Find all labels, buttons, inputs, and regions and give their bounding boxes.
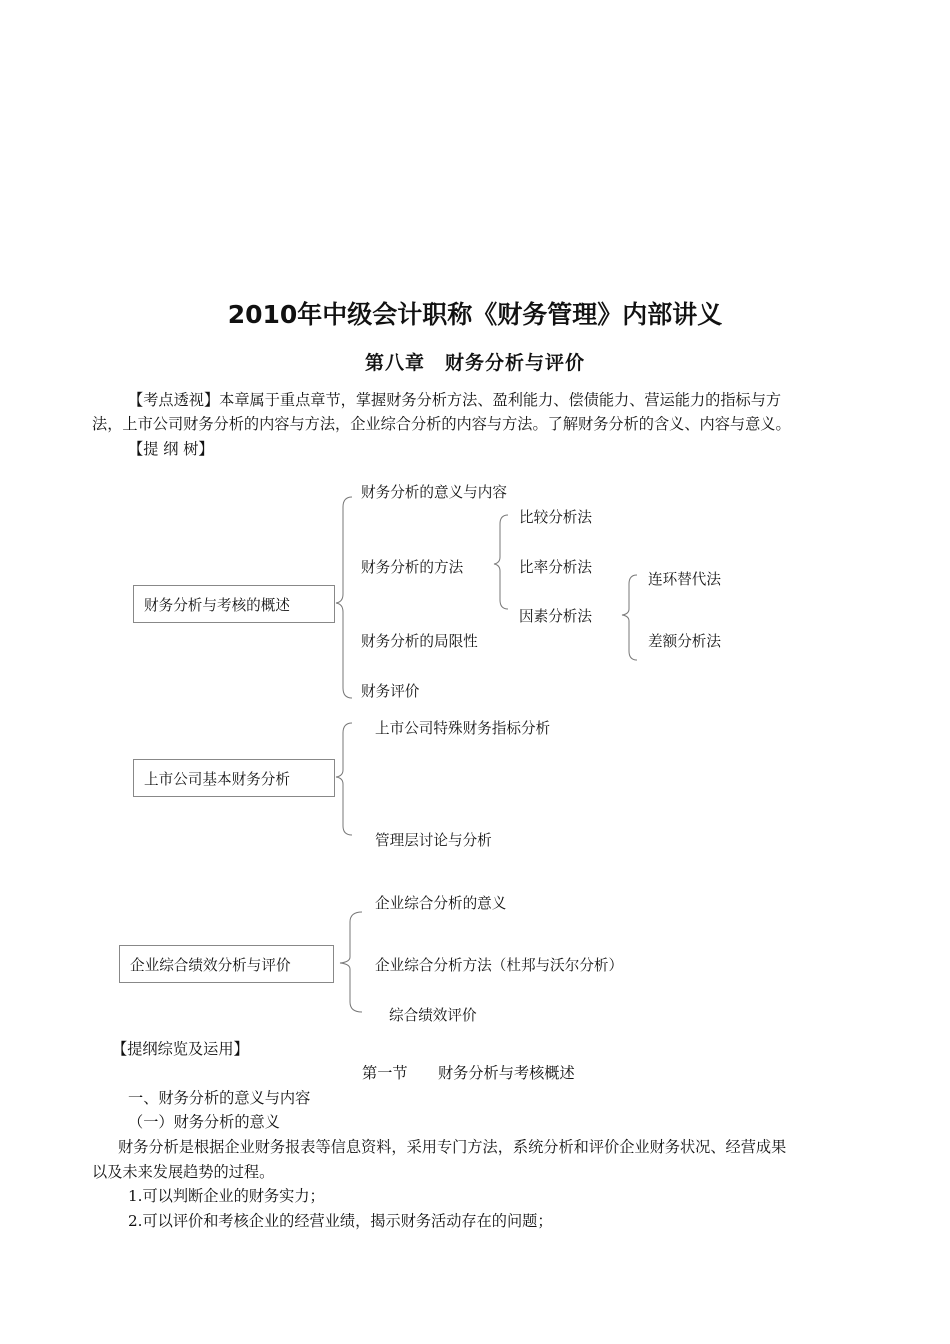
tree-item-md-and-a: 管理层讨论与分析: [375, 832, 492, 849]
heading-level-1: 一、财务分析的意义与内容: [128, 1089, 311, 1107]
section-heading: 第一节 财务分析与考核概述: [362, 1064, 575, 1082]
chapter-title: 第八章 财务分析与评价: [364, 352, 585, 374]
bracket-factor: [622, 575, 637, 660]
tree-item-meaning: 财务分析的意义与内容: [361, 484, 507, 501]
tree-item-performance-evaluation: 综合绩效评价: [389, 1007, 477, 1024]
definition-line-1: 财务分析是根据企业财务报表等信息资料，采用专门方法，系统分析和评价企业财务状况、经营成果: [118, 1138, 787, 1156]
point-2: 2.可以评价和考核企业的经营业绩，揭示财务活动存在的问题；: [128, 1212, 553, 1230]
tree-root-comprehensive: [119, 945, 334, 983]
tree-root-label: 企业综合绩效分析与评价: [130, 956, 291, 974]
tree-item-comprehensive-meaning: 企业综合分析的意义: [375, 895, 507, 912]
tree-item-evaluation: 财务评价: [361, 683, 420, 700]
tree-item-special-indicators: 上市公司特殊财务指标分析: [375, 720, 551, 737]
bracket-methods: [494, 515, 508, 609]
definition-line-2: 以及未来发展趋势的过程。: [92, 1163, 275, 1181]
tree-method-comparison: 比较分析法: [519, 509, 592, 526]
tree-factor-difference: 差额分析法: [648, 633, 721, 650]
document-title: 2010年中级会计职称《财务管理》内部讲义: [227, 300, 723, 329]
bracket-group1: [336, 497, 352, 698]
point-1: 1.可以判断企业的财务实力；: [128, 1187, 325, 1205]
intro-paragraph-line-1: 【考点透视】本章属于重点章节，掌握财务分析方法、盈利能力、偿债能力、营运能力的指标与方: [128, 391, 782, 409]
tree-item-limitations: 财务分析的局限性: [361, 633, 478, 650]
tree-item-dupont-wall: 企业综合分析方法（杜邦与沃尔分析）: [375, 957, 624, 974]
tree-root-label: 上市公司基本财务分析: [144, 770, 290, 788]
overview-label: 【提纲综览及运用】: [112, 1040, 249, 1058]
bracket-group3: [340, 912, 362, 1012]
outline-label: 【提 纲 树】: [128, 440, 214, 458]
heading-level-2: （一）财务分析的意义: [128, 1113, 280, 1131]
tree-root-overview: [133, 585, 335, 623]
tree-method-ratio: 比率分析法: [519, 559, 592, 576]
tree-factor-chain-substitution: 连环替代法: [648, 571, 721, 588]
tree-item-methods: 财务分析的方法: [361, 559, 464, 576]
tree-root-listed-company: [133, 759, 335, 797]
tree-method-factor: 因素分析法: [519, 608, 592, 625]
intro-paragraph-line-2: 法，上市公司财务分析的内容与方法，企业综合分析的内容与方法。了解财务分析的含义、内容与意义。: [92, 415, 791, 433]
tree-root-label: 财务分析与考核的概述: [144, 596, 290, 614]
bracket-group2: [336, 723, 352, 835]
